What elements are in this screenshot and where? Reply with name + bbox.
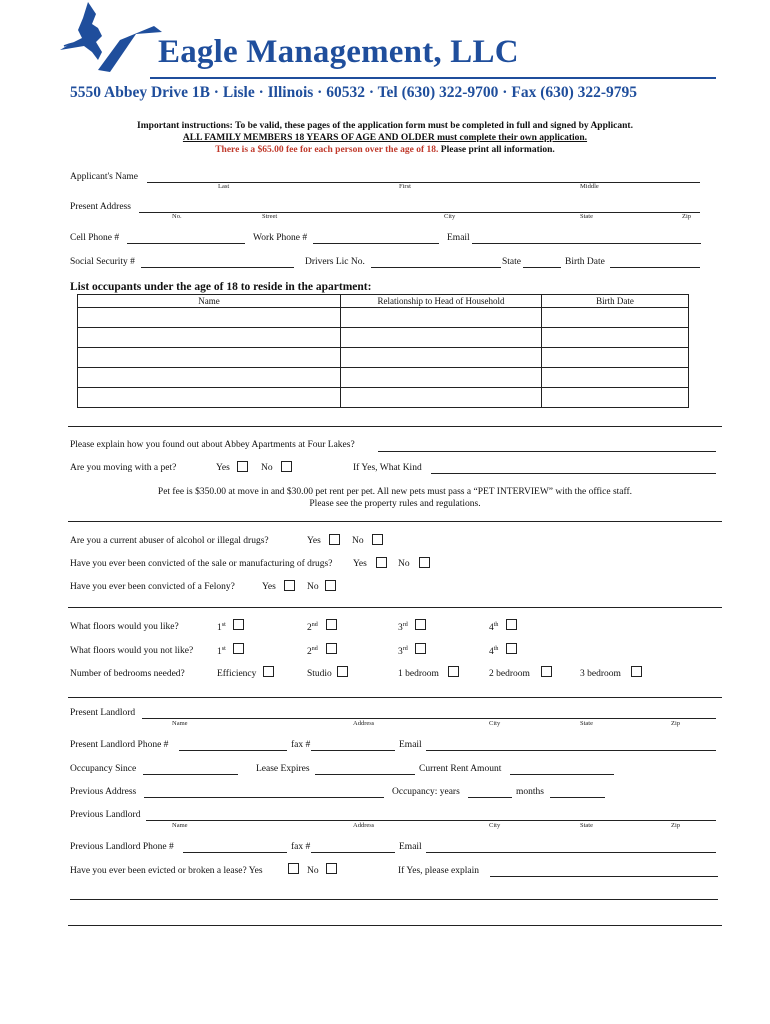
email-field[interactable] <box>472 243 701 244</box>
no-sublabel: No. <box>172 213 182 220</box>
landlord-address-sublabel: Address <box>353 720 375 727</box>
floors-not-like-label: What floors would you not like? <box>70 646 194 656</box>
print-notice: Please print all information. <box>438 145 555 155</box>
state-sublabel: State <box>580 213 593 220</box>
occupant-name-cell[interactable] <box>78 388 341 408</box>
felony-question: Have you ever been convicted of a Felony? <box>70 582 235 592</box>
prev-landlord-city-sublabel: City <box>489 822 501 829</box>
present-landlord-label: Present Landlord <box>70 708 136 718</box>
lease-expires-field[interactable] <box>315 774 415 775</box>
table-row <box>78 348 689 368</box>
occupancy-months-label: months <box>516 787 544 797</box>
landlord-city-sublabel: City <box>489 720 501 727</box>
abuser-question: Are you a current abuser of alcohol or illegal drugs? <box>70 536 269 546</box>
drivers-license-label: Drivers Lic No. <box>305 257 365 267</box>
floor-like-1-checkbox[interactable] <box>233 619 244 630</box>
previous-address-field[interactable] <box>144 797 384 798</box>
work-phone-field[interactable] <box>313 243 439 244</box>
cell-phone-field[interactable] <box>127 243 245 244</box>
prev-landlord-name-sublabel: Name <box>172 822 188 829</box>
floor-not-like-2-checkbox[interactable] <box>326 643 337 654</box>
landlord-zip-sublabel: Zip <box>671 720 681 727</box>
occupant-name-cell[interactable] <box>78 308 341 328</box>
email-label: Email <box>447 233 470 243</box>
eagle-logo-icon <box>58 0 168 82</box>
previous-landlord-fax-label: fax # <box>291 842 311 852</box>
applicant-name-label: Applicant's Name <box>70 172 138 182</box>
floor-like-3-checkbox[interactable] <box>415 619 426 630</box>
pet-kind-field[interactable] <box>431 473 716 474</box>
pet-kind-label: If Yes, What Kind <box>353 463 422 473</box>
previous-landlord-email-field[interactable] <box>426 852 716 853</box>
bedroom-option-1br-label: 1 bedroom <box>398 669 439 679</box>
previous-landlord-field[interactable] <box>146 820 716 821</box>
abuser-yes-checkbox[interactable] <box>329 534 340 545</box>
felony-yes-label: Yes <box>262 582 276 592</box>
pet-question-label: Are you moving with a pet? <box>70 463 177 473</box>
section-divider <box>68 521 722 522</box>
present-address-label: Present Address <box>70 202 131 212</box>
current-rent-label: Current Rent Amount <box>419 764 502 774</box>
fee-notice: There is a $65.00 fee for each person over the age of 18. <box>215 145 439 155</box>
first-sublabel: First <box>399 183 411 190</box>
felony-no-label: No <box>307 582 319 592</box>
occupant-relationship-cell[interactable] <box>341 308 542 328</box>
evicted-question: Have you ever been evicted or broken a lease? Yes <box>70 866 263 876</box>
bedroom-option-2br-checkbox[interactable] <box>541 666 552 677</box>
table-row <box>78 328 689 348</box>
floor-not-like-4-checkbox[interactable] <box>506 643 517 654</box>
present-landlord-email-label: Email <box>399 740 422 750</box>
drugs-no-checkbox[interactable] <box>419 557 430 568</box>
current-rent-field[interactable] <box>510 774 614 775</box>
occupant-relationship-cell[interactable] <box>341 388 542 408</box>
occupancy-years-field[interactable] <box>468 797 512 798</box>
city-sublabel: City <box>444 213 456 220</box>
bedroom-option-1br-checkbox[interactable] <box>448 666 459 677</box>
table-row <box>78 368 689 388</box>
evicted-yes-checkbox[interactable] <box>288 863 299 874</box>
section-divider <box>68 607 722 608</box>
column-header-name: Name <box>78 295 341 308</box>
occupant-name-cell[interactable] <box>78 328 341 348</box>
instructions-line-1: Important instructions: To be valid, these pages of the application form must be completed in full and signed by Applicant. <box>137 121 633 131</box>
drugs-no-label: No <box>398 559 410 569</box>
felony-yes-checkbox[interactable] <box>284 580 295 591</box>
bedroom-option-studio-checkbox[interactable] <box>337 666 348 677</box>
occupant-name-cell[interactable] <box>78 348 341 368</box>
abuser-no-label: No <box>352 536 364 546</box>
floors-like-label: What floors would you like? <box>70 622 179 632</box>
section-divider <box>68 925 722 926</box>
occupant-birth-date-cell[interactable] <box>542 308 689 328</box>
occupancy-months-field[interactable] <box>550 797 605 798</box>
floor-not-like-3-label: 3rd <box>398 646 408 658</box>
previous-address-label: Previous Address <box>70 787 137 797</box>
evicted-explain-field[interactable] <box>490 876 718 877</box>
occupant-relationship-cell[interactable] <box>341 328 542 348</box>
evicted-no-label: No <box>307 866 319 876</box>
floor-not-like-2-label: 2nd <box>307 646 318 658</box>
present-landlord-field[interactable] <box>142 718 716 719</box>
pet-yes-label: Yes <box>216 463 230 473</box>
last-sublabel: Last <box>218 183 230 190</box>
previous-landlord-fax-field[interactable] <box>311 852 395 853</box>
present-landlord-phone-field[interactable] <box>179 750 287 751</box>
drugs-yes-label: Yes <box>353 559 367 569</box>
drugs-yes-checkbox[interactable] <box>376 557 387 568</box>
bedroom-option-3br-label: 3 bedroom <box>580 669 621 679</box>
floor-not-like-4-label: 4th <box>489 646 499 658</box>
logo-rule <box>150 77 716 79</box>
work-phone-label: Work Phone # <box>253 233 308 243</box>
occupant-birth-date-cell[interactable] <box>542 368 689 388</box>
evicted-explain-continuation-field[interactable] <box>70 899 718 900</box>
table-row <box>78 388 689 408</box>
occupant-birth-date-cell[interactable] <box>542 388 689 408</box>
abuser-yes-label: Yes <box>307 536 321 546</box>
drugs-question: Have you ever been convicted of the sale or manufacturing of drugs? <box>70 559 333 569</box>
previous-landlord-phone-label: Previous Landlord Phone # <box>70 842 174 852</box>
column-header-relationship: Relationship to Head of Household <box>341 295 542 308</box>
present-landlord-fax-field[interactable] <box>311 750 395 751</box>
zip-sublabel: Zip <box>682 213 692 220</box>
found-us-field[interactable] <box>378 451 716 452</box>
floor-not-like-1-label: 1st <box>217 646 226 658</box>
birth-date-field[interactable] <box>610 267 700 268</box>
bedroom-option-efficiency-checkbox[interactable] <box>263 666 274 677</box>
prev-landlord-zip-sublabel: Zip <box>671 822 681 829</box>
previous-landlord-email-label: Email <box>399 842 422 852</box>
occupant-name-cell[interactable] <box>78 368 341 388</box>
street-sublabel: Street <box>262 213 278 220</box>
occupants-heading: List occupants under the age of 18 to reside in the apartment: <box>70 281 372 293</box>
previous-landlord-label: Previous Landlord <box>70 810 141 820</box>
floor-like-2-label: 2nd <box>307 622 318 634</box>
drivers-license-field[interactable] <box>371 267 501 268</box>
pet-no-checkbox[interactable] <box>281 461 292 472</box>
bedroom-option-efficiency-label: Efficiency <box>217 669 257 679</box>
cell-phone-label: Cell Phone # <box>70 233 120 243</box>
ssn-field[interactable] <box>141 267 294 268</box>
instructions-line-3 <box>0 145 770 155</box>
middle-sublabel: Middle <box>580 183 599 190</box>
applicant-name-field[interactable] <box>147 182 700 183</box>
landlord-state-sublabel: State <box>580 720 593 727</box>
floor-like-4-label: 4th <box>489 622 499 634</box>
pet-yes-checkbox[interactable] <box>237 461 248 472</box>
evicted-no-checkbox[interactable] <box>326 863 337 874</box>
occupants-header-row <box>78 295 689 308</box>
pet-fee-line-2: Please see the property rules and regulations. <box>309 499 481 509</box>
table-row <box>78 308 689 328</box>
occupant-relationship-cell[interactable] <box>341 348 542 368</box>
present-address-field[interactable] <box>139 212 700 213</box>
lease-expires-label: Lease Expires <box>256 764 310 774</box>
occupancy-years-label: Occupancy: years <box>392 787 460 797</box>
column-header-birth-date: Birth Date <box>542 295 689 308</box>
section-divider <box>68 426 722 427</box>
occupancy-since-field[interactable] <box>143 774 238 775</box>
bedrooms-label: Number of bedrooms needed? <box>70 669 185 679</box>
occupant-relationship-cell[interactable] <box>341 368 542 388</box>
dl-state-field[interactable] <box>523 267 561 268</box>
birth-date-label: Birth Date <box>565 257 605 267</box>
prev-landlord-state-sublabel: State <box>580 822 593 829</box>
floor-like-4-checkbox[interactable] <box>506 619 517 630</box>
bedroom-option-studio-label: Studio <box>307 669 332 679</box>
occupancy-since-label: Occupancy Since <box>70 764 137 774</box>
found-us-label: Please explain how you found out about Abbey Apartments at Four Lakes? <box>70 440 355 450</box>
company-name: Eagle Management, LLC <box>158 34 519 70</box>
floor-like-2-checkbox[interactable] <box>326 619 337 630</box>
ssn-label: Social Security # <box>70 257 135 267</box>
landlord-name-sublabel: Name <box>172 720 188 727</box>
felony-no-checkbox[interactable] <box>325 580 336 591</box>
evicted-explain-label: If Yes, please explain <box>398 866 479 876</box>
floor-not-like-3-checkbox[interactable] <box>415 643 426 654</box>
dl-state-label: State <box>502 257 521 267</box>
occupant-birth-date-cell[interactable] <box>542 328 689 348</box>
abuser-no-checkbox[interactable] <box>372 534 383 545</box>
present-landlord-fax-label: fax # <box>291 740 311 750</box>
previous-landlord-phone-field[interactable] <box>183 852 287 853</box>
pet-fee-line-1: Pet fee is $350.00 at move in and $30.00 pet rent per pet. All new pets must pass a “PET INTERVIEW” with the office staff. <box>157 487 633 497</box>
present-landlord-phone-label: Present Landlord Phone # <box>70 740 169 750</box>
bedroom-option-3br-checkbox[interactable] <box>631 666 642 677</box>
instructions-line-2: ALL FAMILY MEMBERS 18 YEARS OF AGE AND OLDER must complete their own application. <box>182 133 588 143</box>
floor-like-1-label: 1st <box>217 622 226 634</box>
floor-not-like-1-checkbox[interactable] <box>233 643 244 654</box>
present-landlord-email-field[interactable] <box>426 750 716 751</box>
pet-no-label: No <box>261 463 273 473</box>
prev-landlord-address-sublabel: Address <box>353 822 375 829</box>
bedroom-option-2br-label: 2 bedroom <box>489 669 530 679</box>
floor-like-3-label: 3rd <box>398 622 408 634</box>
section-divider <box>68 697 722 698</box>
occupants-table <box>77 294 689 408</box>
company-address: 5550 Abbey Drive 1B · Lisle · Illinois · 60532 · Tel (630) 322-9700 · Fax (630) 322-9795 <box>70 84 638 101</box>
occupant-birth-date-cell[interactable] <box>542 348 689 368</box>
